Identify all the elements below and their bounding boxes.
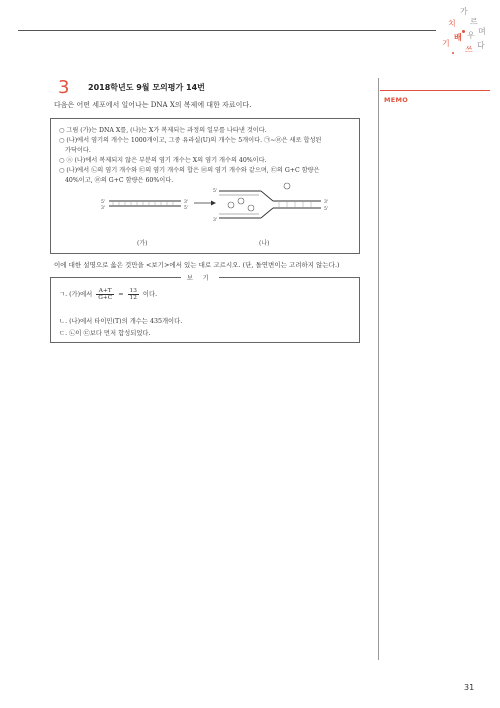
box-line-6: 40%이고, ㉣의 G+C 함량은 60%이다. [65, 177, 174, 184]
logo-char: 르 [470, 17, 478, 26]
end-label: 3' [184, 200, 189, 205]
end-label: 3' [324, 200, 329, 205]
fraction-numerator: A+T [96, 288, 114, 295]
bogi-item-1 [59, 288, 157, 301]
end-label: 3' [213, 218, 218, 223]
fraction-value [128, 288, 139, 301]
page-number: 31 [464, 683, 475, 692]
bogi-item-1-prefix: ㄱ. (가)에서 [59, 291, 93, 299]
logo-char: 치 [448, 19, 456, 28]
bogi-item-1-suffix: 이다. [142, 291, 158, 299]
end-label: 3' [101, 206, 106, 211]
question-prompt: 이에 대한 설명으로 옳은 것만을 <보기>에서 있는 대로 고르시오. (단, 돌연변이는 고려하지 않는다.) [54, 261, 340, 269]
end-label: 5' [101, 200, 106, 205]
figure-label-b: (나) [259, 240, 270, 247]
logo-char: 우 [467, 31, 475, 40]
logo-char: 가 [460, 7, 468, 16]
box-line-4: ○ ⓐ (나)에서 복제되지 않은 부분의 염기 개수는 X의 염기 개수의 40%이다. [59, 157, 267, 164]
equals-sign: = [118, 291, 124, 299]
bogi-title: 보 기 [181, 273, 219, 282]
logo-char: 기 [442, 39, 450, 48]
publisher-logo [440, 6, 488, 60]
question-intro: 다음은 어떤 세포에서 일어나는 DNA X의 복제에 대한 자료이다. [54, 101, 252, 109]
logo-dot [462, 30, 465, 33]
header-rule [18, 30, 436, 31]
bogi-item-2: ㄴ. (나)에서 타이민(T)의 개수는 435개이다. [59, 318, 183, 325]
logo-dot [452, 52, 454, 54]
logo-char: 며 [478, 27, 486, 36]
question-number: 3 [58, 77, 70, 98]
logo-char: 배 [454, 33, 462, 42]
fraction-denominator: 12 [129, 295, 137, 302]
fraction-numerator: 13 [129, 288, 137, 294]
bogi-item-3: ㄷ. ㉡이 ㉢보다 먼저 합성되었다. [59, 330, 151, 337]
question-source: 2018학년도 9월 모의평가 14번 [88, 83, 205, 92]
fraction-denominator: G+C [98, 295, 113, 302]
figure-label-a: (가) [137, 240, 148, 247]
logo-char: 쓰 [465, 45, 473, 54]
memo-rule [380, 90, 490, 91]
fraction-at-gc [96, 288, 114, 301]
dna-x-strands [109, 201, 181, 206]
replication-fork [219, 183, 321, 218]
memo-column-divider [378, 78, 379, 660]
end-label: 5' [184, 206, 189, 211]
end-label: 5' [324, 207, 329, 212]
box-line-2: ○ (나)에서 염기의 개수는 1000개이고, 그중 유라실(U)의 개수는 5개이다. ㉠~㉣은 새로 합성된 [59, 137, 322, 144]
bogi-box [50, 277, 360, 343]
dna-diagram [51, 181, 361, 251]
box-line-5: ○ (나)에서 ㉡의 염기 개수와 ㉢의 염기 개수의 합은 ㉣의 염기 개수와 같으며, ㉢의 G+C 함량은 [59, 167, 320, 174]
dna-figure [51, 181, 361, 251]
logo-char: 다 [477, 41, 485, 50]
data-box [50, 118, 360, 254]
box-line-1: ○ 그림 (가)는 DNA X를, (나)는 X가 복제되는 과정의 일부를 나타낸 것이다. [59, 127, 267, 134]
arrow-icon [194, 201, 216, 206]
end-label: 5' [213, 189, 218, 194]
memo-label: MEMO [384, 96, 409, 104]
box-line-3: 가닥이다. [65, 147, 91, 154]
